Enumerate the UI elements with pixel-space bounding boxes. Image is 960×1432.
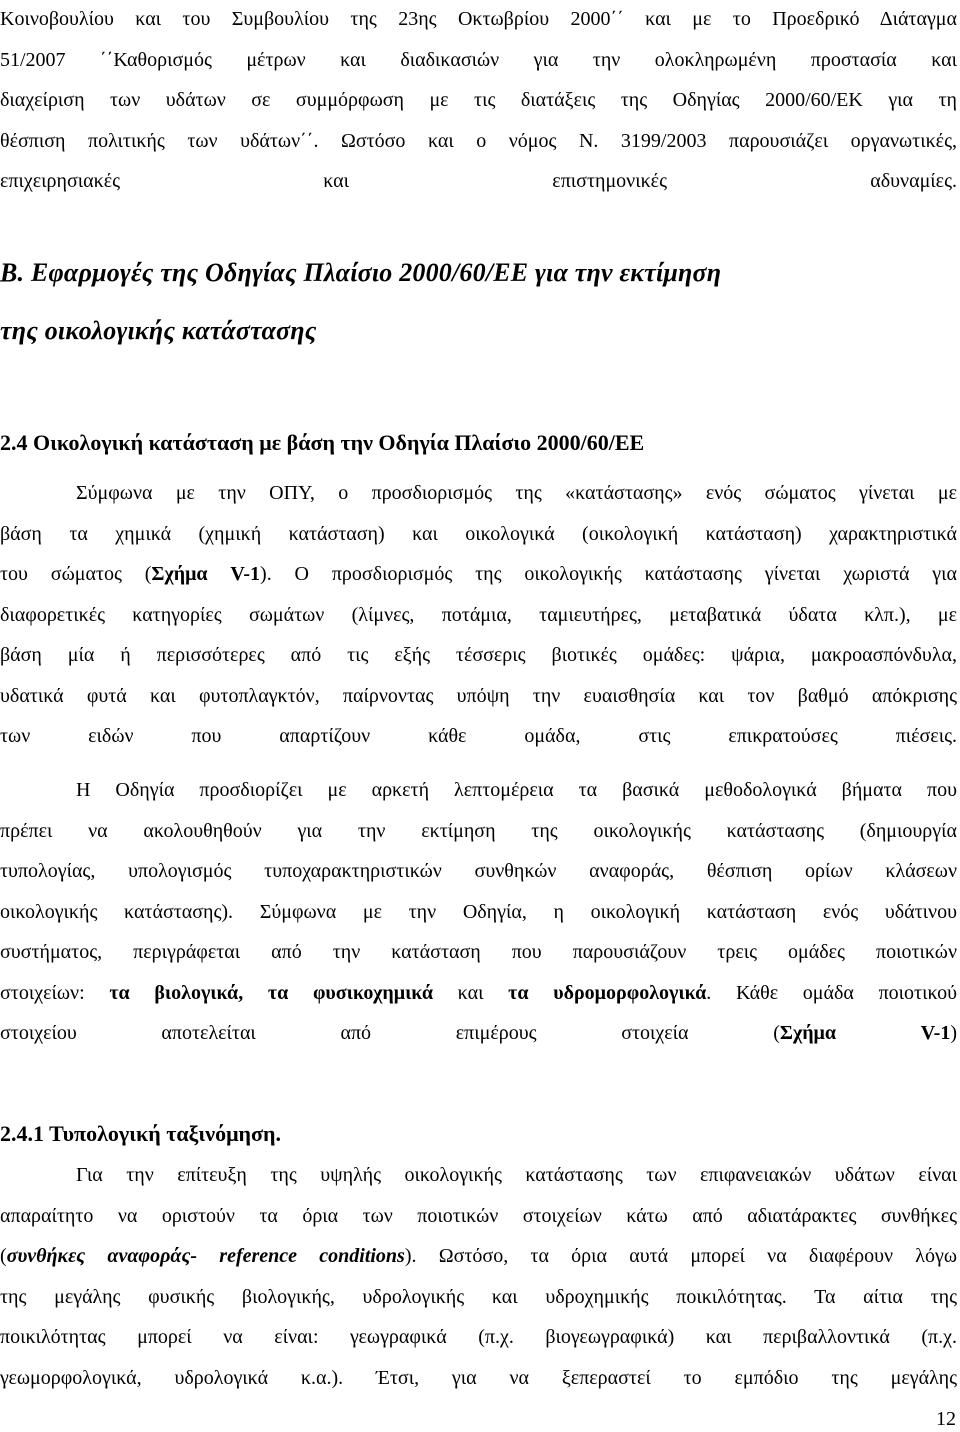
bold-term: τα υδρομορφολογικά	[508, 981, 707, 1004]
heading-line: Β. Εφαρμογές της Οδηγίας Πλαίσιο 2000/60/ΕΕ για την εκτίμηση	[0, 258, 722, 287]
text-line: οικολογικής κατάστασης). Σύμφωνα με την Οδηγία, η οικολογική κατάσταση ενός υδάτινου	[0, 900, 957, 923]
section-2-4-1-paragraph	[0, 1155, 957, 1398]
text-line: Κοινοβουλίου και του Συμβουλίου της 23ης Οκτωβρίου 2000΄΄ και με το Προεδρικό Διάταγμα	[0, 8, 957, 30]
text-line: γεωμορφολογικά, υδρολογικά κ.α.). Έτσι, για να ξεπεραστεί το εμπόδιο της μεγάλης	[0, 1366, 957, 1389]
text-line: τυπολογίας, υπολογισμός τυποχαρακτηριστικών συνθηκών αναφοράς, θέσπιση ορίων κλάσεων	[0, 860, 957, 882]
bold-term: τα βιολογικά	[109, 981, 239, 1004]
figure-reference: Σχήμα V-1	[151, 563, 261, 585]
page-number: 12	[936, 1408, 956, 1430]
text-line: των ειδών που απαρτίζουν κάθε ομάδα, στις επικρατούσες πιέσεις.	[0, 725, 957, 747]
intro-paragraph	[0, 0, 957, 202]
text-line: απαραίτητο να οριστούν τα όρια των ποιοτικών στοιχείων κάτω από αδιατάρακτες συνθήκες	[0, 1204, 957, 1227]
section-2-4-paragraph-1	[0, 473, 957, 757]
section-2-4-paragraph-2	[0, 770, 957, 1054]
text-line: 51/2007 ΄΄Καθορισμός μέτρων και διαδικασιών για την ολοκληρωμένη προστασία και	[0, 48, 957, 71]
text-line: διαχείριση των υδάτων σε συμμόρφωση με τις διατάξεις της Οδηγίας 2000/60/ΕΚ για τη	[0, 89, 957, 111]
text-line: του σώματος (Σχήμα V-1). Ο προσδιορισμός της οικολογικής κατάστασης γίνεται χωριστά για	[0, 563, 957, 585]
text-line: θέσπιση πολιτικής των υδάτων΄΄. Ωστόσο και ο νόμος Ν. 3199/2003 παρουσιάζει οργανωτικές,	[0, 129, 957, 152]
text-line: στοιχείων: τα βιολογικά, τα φυσικοχημικά και τα υδρομορφολογικά. Κάθε ομάδα ποιοτικού	[0, 981, 958, 1004]
section-heading-2-4: 2.4 Οικολογική κατάσταση με βάση την Οδηγία Πλαίσιο 2000/60/ΕΕ	[0, 430, 645, 455]
bold-term: τα φυσικοχημικά	[267, 981, 433, 1004]
text-line: πρέπει να ακολουθηθούν για την εκτίμηση της οικολογικής κατάστασης (δημιουργία	[0, 819, 957, 842]
text-line: της μεγάλης φυσικής βιολογικής, υδρολογικής και υδροχημικής ποικιλότητας. Τα αίτια της	[0, 1285, 957, 1308]
text-line: συστήματος, περιγράφεται από την κατάσταση που παρουσιάζουν τρεις ομάδες ποιοτικών	[0, 941, 957, 963]
text-line: Για την επίτευξη της υψηλής οικολογικής κατάστασης των επιφανειακών υδάτων είναι	[76, 1164, 957, 1186]
text-line: βάση τα χημικά (χημική κατάσταση) και οικολογικά (οικολογική κατάσταση) χαρακτηριστικά	[0, 522, 957, 545]
text-line: βάση μία ή περισσότερες από τις εξής τέσσερις βιοτικές ομάδες: ψάρια, μακροασπόνδυλα,	[0, 644, 957, 666]
italic-term: συνθήκες αναφοράς- reference conditions	[6, 1245, 405, 1267]
figure-reference: Σχήμα V-1	[779, 1022, 951, 1044]
section-heading-b	[0, 244, 721, 360]
text-line: επιχειρησιακές και επιστημονικές αδυναμίες.	[0, 170, 957, 192]
text-line: (συνθήκες αναφοράς- reference conditions). Ωστόσο, τα όρια αυτά μπορεί να διαφέρουν λόγω	[0, 1245, 957, 1267]
text-line: Σύμφωνα με την ΟΠΥ, ο προσδιορισμός της «κατάστασης» ενός σώματος γίνεται με	[76, 482, 957, 504]
text-line: υδατικά φυτά και φυτοπλαγκτόν, παίρνοντας υπόψη την ευαισθησία και τον βαθμό απόκρισης	[0, 684, 957, 707]
text-line: διαφορετικές κατηγορίες σωμάτων (λίμνες, ποτάμια, ταμιευτήρες, μεταβατικά ύδατα κλπ.), με	[0, 603, 957, 626]
section-heading-2-4-1: 2.4.1 Τυπολογική ταξινόμηση.	[0, 1121, 282, 1146]
text-line: Η Οδηγία προσδιορίζει με αρκετή λεπτομέρεια τα βασικά μεθοδολογικά βήματα που	[76, 779, 957, 801]
heading-line: της οικολογικής κατάστασης	[0, 316, 317, 345]
text-line: ποικιλότητας μπορεί να είναι: γεωγραφικά (π.χ. βιογεωγραφικά) και περιβαλλοντικά (π.χ.	[0, 1326, 957, 1348]
text-line: στοιχείου αποτελείται από επιμέρους στοιχεία (Σχήμα V-1)	[0, 1022, 958, 1044]
